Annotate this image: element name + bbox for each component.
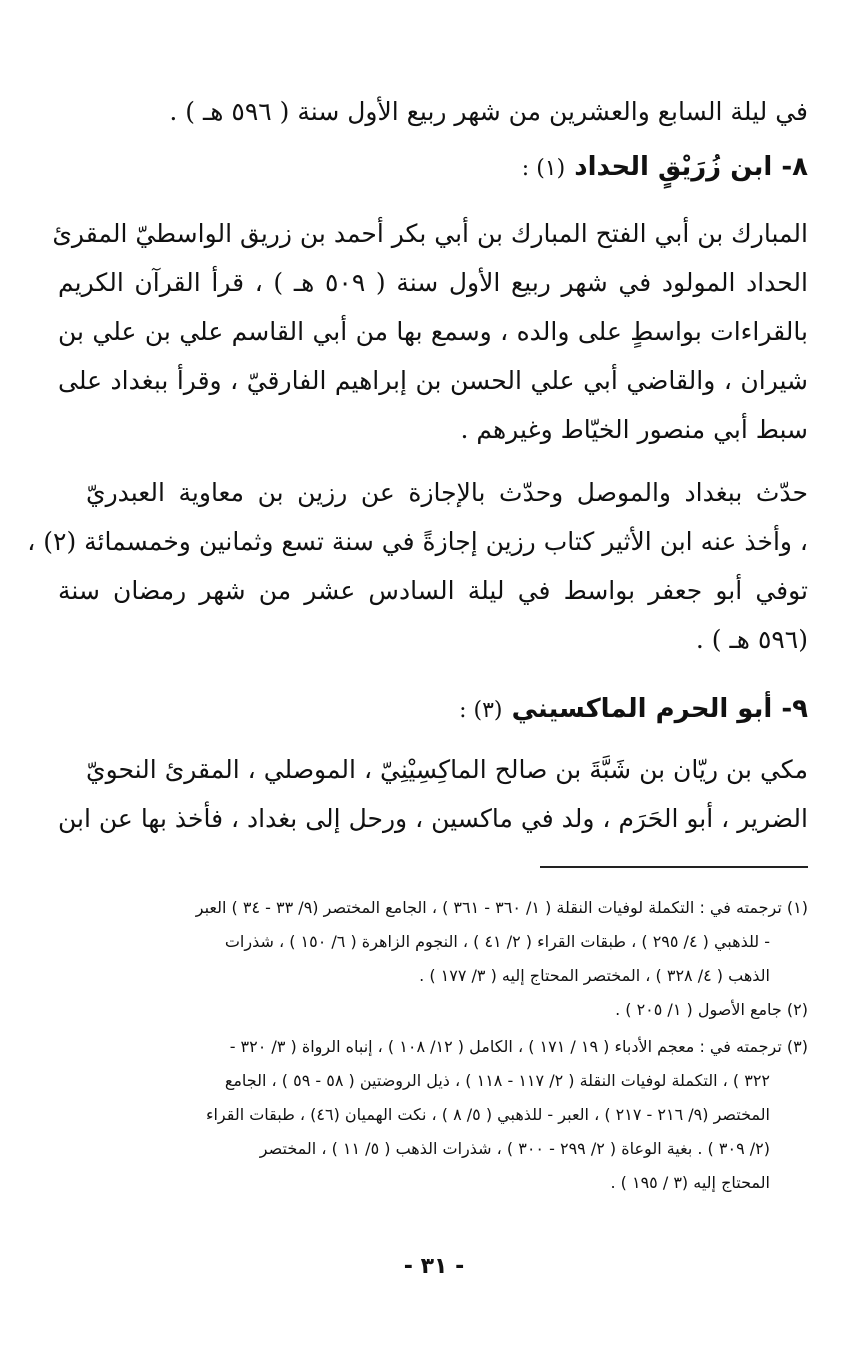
text-line: سبط أبي منصور الخيّاط وغيرهم . — [460, 415, 808, 444]
footnote-line: (٢) جامع الأصول ( ١/ ٢٠٥ ) . — [615, 1000, 808, 1019]
footnote-line: المختصر (٩/ ٢١٦ - ٢١٧ ) ، العبر - للذهبي ( ٥/ ٨ ) ، نكت الهميان (٤٦) ، طبقات القراء — [205, 1105, 770, 1124]
footnote-separator — [540, 866, 808, 868]
heading-footnote-ref: (٣) : — [459, 698, 503, 723]
footnote-line: ٣٢٢ ) ، التكملة لوفيات النقلة ( ٢/ ١١٧ - ١١٨ ) ، ذيل الروضتين ( ٥٨ - ٥٩ ) ، الجامع — [224, 1071, 770, 1090]
heading-title: ٩- أبو الحرم الماكسيني — [511, 694, 808, 724]
heading-title: ٨- ابن زُرَيْقٍ الحداد — [574, 152, 808, 182]
text-line: حدّث ببغداد والموصل وحدّث بالإجازة عن رزين بن معاوية العبدريّ — [86, 478, 808, 507]
footnote-line: (١) ترجمته في : التكملة لوفيات النقلة ( ١/ ٣٦٠ - ٣٦١ ) ، الجامع المختصر (٩/ ٣٣ - ٣٤ ) العبر — [195, 898, 808, 917]
section-heading-9 — [58, 688, 808, 730]
footnote-line: - للذهبي ( ٤/ ٢٩٥ ) ، طبقات القراء ( ٢/ ٤١ ) ، النجوم الزاهرة ( ٦/ ١٥٠ ) ، شذرات — [224, 932, 770, 951]
text-line: الضرير ، أبو الحَرَم ، ولد في ماكسين ، ورحل إلى بغداد ، فأخذ بها عن ابن — [58, 804, 808, 833]
text-line: بالقراءات بواسطٍ على والده ، وسمع بها من أبي القاسم علي بن علي بن — [58, 317, 808, 346]
footnote-line: (٣) ترجمته في : معجم الأدباء ( ١٩ / ١٧١ ) ، الكامل ( ١٢/ ١٠٨ ) ، إنباه الرواة ( ٣/ ٣٢٠ - — [229, 1037, 808, 1056]
text-line: توفي أبو جعفر بواسط في ليلة السادس عشر من شهر رمضان سنة — [58, 576, 808, 605]
section-heading-8 — [58, 146, 808, 188]
text-line: في ليلة السابع والعشرين من شهر ربيع الأول سنة ( ٥٩٦ هـ ) . — [169, 97, 808, 126]
footnote-line: (٢/ ٣٠٩ ) . بغية الوعاة ( ٢/ ٢٩٩ - ٣٠٠ ) ، شذرات الذهب ( ٥/ ١١ ) ، المختصر — [259, 1139, 770, 1158]
text-line: ، وأخذ عنه ابن الأثير كتاب رزين إجازةً في سنة تسع وثمانين وخمسمائة (٢) ، — [27, 527, 808, 556]
heading-footnote-ref: (١) : — [521, 156, 566, 181]
footnote-line: الذهب ( ٤/ ٣٢٨ ) ، المختصر المحتاج إليه ( ٣/ ١٧٧ ) . — [419, 966, 770, 985]
footnote-line: المحتاج إليه (٣ / ١٩٥ ) . — [610, 1173, 770, 1192]
text-line: شيران ، والقاضي أبي علي الحسن بن إبراهيم الفارقيّ ، وقرأ ببغداد على — [58, 366, 808, 395]
page-number: - ٣١ - — [403, 1254, 465, 1279]
text-line: مكي بن ريّان بن شَبَّةَ بن صالح الماكِسِيْنِيّ ، الموصلي ، المقرئ النحويّ — [86, 755, 808, 784]
text-line: الحداد المولود في شهر ربيع الأول سنة ( ٥٠٩ هـ ) ، قرأ القرآن الكريم — [58, 268, 808, 297]
text-line: المبارك بن أبي الفتح المبارك بن أبي بكر أحمد بن زريق الواسطيّ المقرئ — [52, 219, 808, 248]
text-line: (٥٩٦ هـ ) . — [695, 625, 808, 654]
